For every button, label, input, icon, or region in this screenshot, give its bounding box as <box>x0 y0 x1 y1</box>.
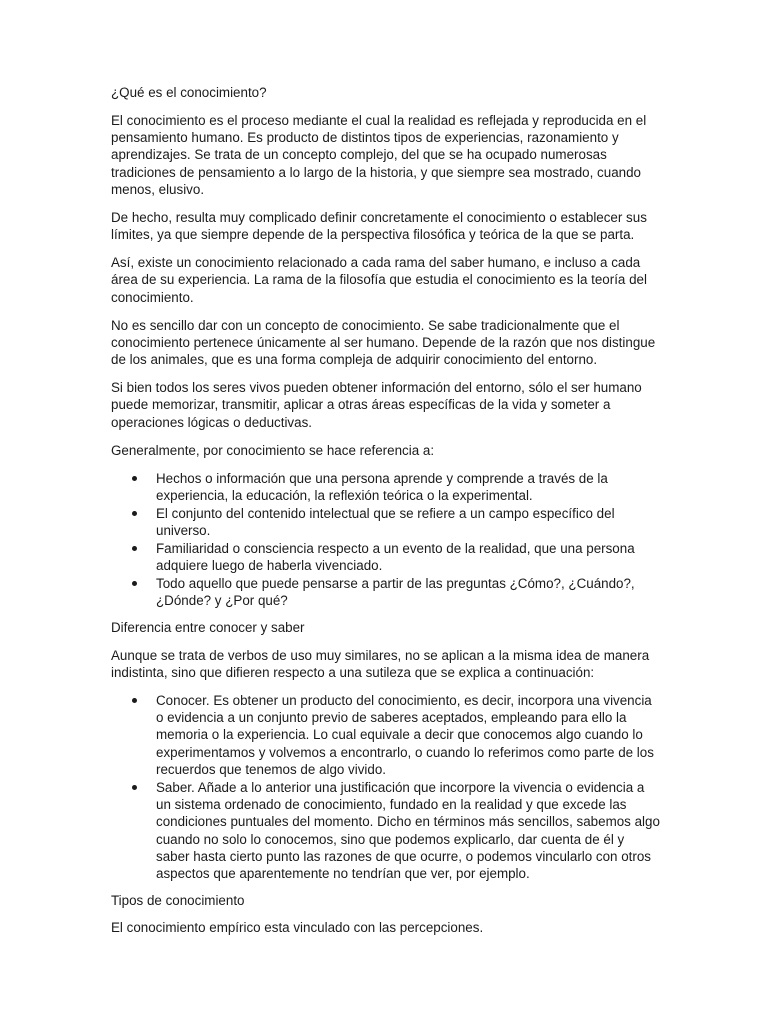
bullet-icon <box>132 511 137 516</box>
list-item <box>111 505 661 540</box>
list-item-text: El conjunto del contenido intelectual que se refiere a un campo específico del universo. <box>156 505 615 538</box>
list-item <box>111 692 661 778</box>
bullet-icon <box>132 698 137 703</box>
paragraph-limites: De hecho, resulta muy complicado definir concretamente el conocimiento o establecer sus límites, ya que siempre depende de la perspectiva filosófica y teórica de la que se parta. <box>111 209 647 243</box>
list-item <box>111 779 661 883</box>
paragraph-concepto: No es sencillo dar con un concepto de conocimiento. Se sabe tradicionalmente que el conocimiento pertenece únicamente al ser humano. Depende de la razón que nos distingue de los animales, que es una forma compleja de adquirir conocimiento del entorno. <box>111 317 656 368</box>
heading-diferencia-conocer-saber: Diferencia entre conocer y saber <box>111 619 305 635</box>
list-item-text: Saber. Añade a lo anterior una justificación que incorpore la vivencia o evidencia a un sistema ordenado de conocimiento, fundado en la realidad y que excede las condiciones puntuales del momento. Dicho en términos más sencillos, sabemos algo cuando no solo lo conocemos, sino que podemos explicarlo, dar cuenta de él y saber hasta cierto punto las razones de que ocurre, o podemos vincularlo con otros aspectos que aparentemente no tendrían que ver, por ejemplo. <box>156 779 660 882</box>
paragraph-definicion: El conocimiento es el proceso mediante el cual la realidad es reflejada y reproducida en el pensamiento humano. Es producto de distintos tipos de experiencias, razonamiento y aprendizajes. Se trata de un concepto complejo, del que se ha ocupado numerosas tradiciones de pensamiento a lo largo de la historia, y que siempre sea mostrado, cuando menos, elusivo. <box>111 112 647 198</box>
list-item <box>111 575 661 610</box>
bullet-icon <box>132 581 137 586</box>
paragraph-ramas-del-saber: Así, existe un conocimiento relacionado a cada rama del saber humano, e incluso a cada área de su experiencia. La rama de la filosofía que estudia el conocimiento es la teoría del conocimiento. <box>111 255 647 305</box>
paragraph-referencia-intro: Generalmente, por conocimiento se hace referencia a: <box>111 442 435 458</box>
heading-tipos-de-conocimiento: Tipos de conocimiento <box>111 892 245 908</box>
bullet-icon <box>132 546 137 551</box>
bullet-list-referencias <box>111 470 661 610</box>
bullet-list-conocer-saber <box>111 692 661 883</box>
document-page <box>111 84 661 947</box>
paragraph-conocimiento-empirico: El conocimiento empírico esta vinculado con las percepciones. <box>111 920 484 936</box>
paragraph-verbos: Aunque se trata de verbos de uso muy similares, no se aplican a la misma idea de manera indistinta, sino que difieren respecto a una sutileza que se explica a continuación: <box>111 647 650 680</box>
list-item-text: Conocer. Es obtener un producto del conocimiento, es decir, incorpora una vivencia o evidencia a un conjunto previo de saberes aceptados, empleando para ello la memoria o la experiencia. Lo cual equivale a decir que conocemos algo cuando lo experimentamos y volvemos a encontrarlo, o cuando lo referimos como parte de los recuerdos que tenemos de algo vivido. <box>156 692 654 777</box>
bullet-icon <box>132 785 137 790</box>
list-item-text: Familiaridad o consciencia respecto a un evento de la realidad, que una persona adquiere luego de haberla vivenciado. <box>156 540 635 574</box>
heading-que-es-el-conocimiento: ¿Qué es el conocimiento? <box>111 85 267 100</box>
list-item-text: Todo aquello que puede pensarse a partir de las preguntas ¿Cómo?, ¿Cuándo?, ¿Dónde? y ¿Por qué? <box>156 576 635 609</box>
bullet-icon <box>132 476 137 481</box>
list-item-text: Hechos o información que una persona aprende y comprende a través de la experiencia, la educación, la reflexión teórica o la experimental. <box>156 470 608 503</box>
list-item <box>111 540 661 575</box>
list-item <box>111 470 661 505</box>
paragraph-seres-vivos: Si bien todos los seres vivos pueden obtener información del entorno, sólo el ser humano puede memorizar, transmitir, aplicar a otras áreas específicas de la vida y someter a operaciones lógicas o deductivas. <box>111 380 642 430</box>
